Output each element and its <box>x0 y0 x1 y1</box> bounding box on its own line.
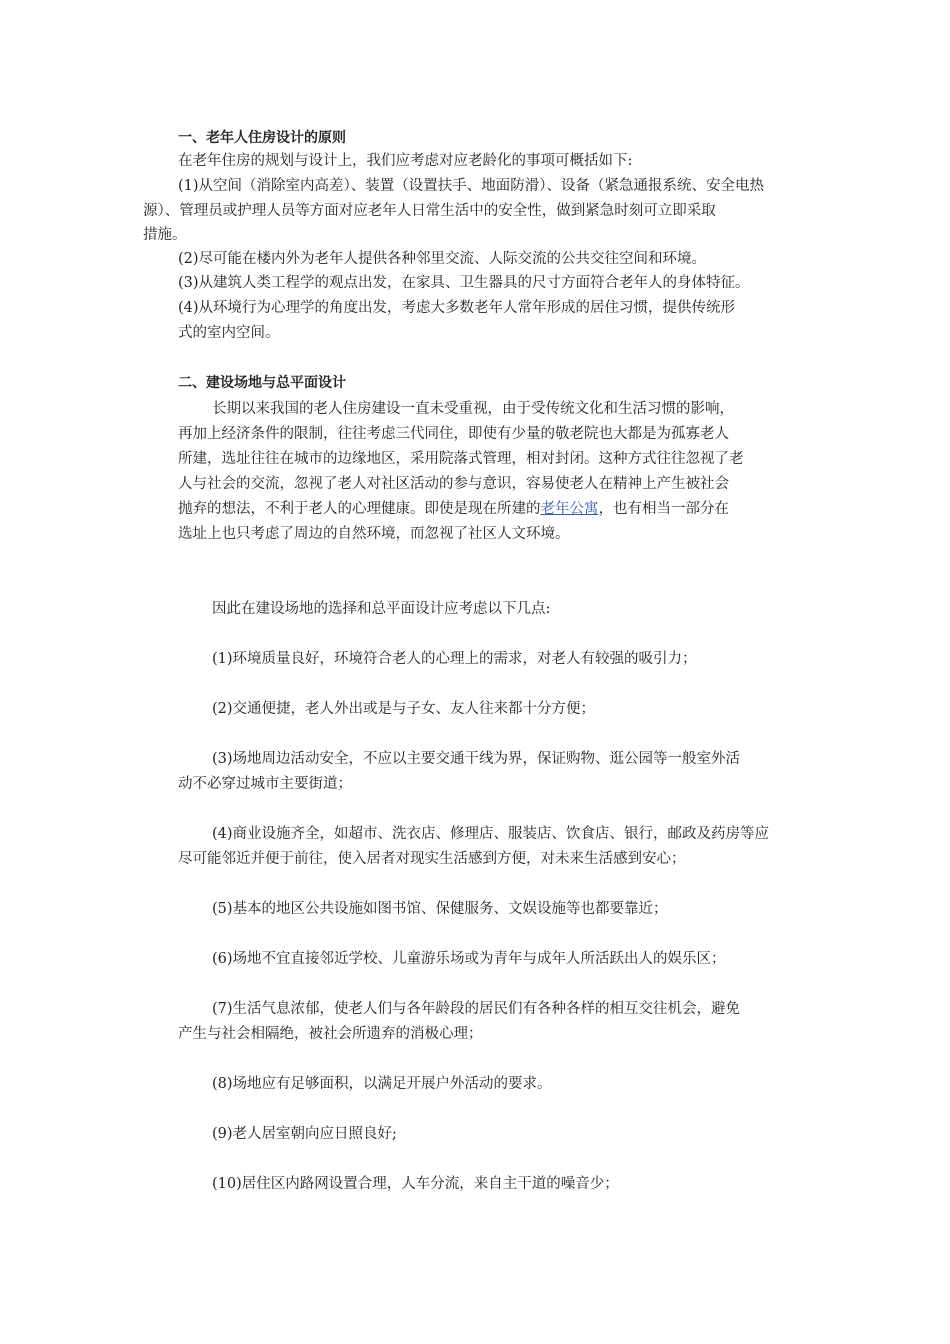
principle-3: (3)从建筑人类工程学的观点出发，在家具、卫生器具的尺寸方面符合老年人的身体特征。 <box>178 275 750 291</box>
section2-para-line-5 <box>178 499 729 519</box>
point-5: (5)基本的地区公共设施如图书馆、保健服务、文娱设施等也都要靠近； <box>212 901 668 917</box>
principle-1-line-1: (1)从空间（消除室内高差）、装置（设置扶手、地面防滑）、设备（紧急通报系统、安全电热 <box>178 178 765 194</box>
point-10: (10)居住区内路网设置合理，人车分流，来自主干道的噪音少； <box>212 1176 619 1192</box>
point-8: (8)场地应有足够面积，以满足开展户外活动的要求。 <box>212 1076 552 1092</box>
elderly-apartment-link[interactable]: 老年公寓 <box>540 501 599 517</box>
point-3-line-2: 动不必穿过城市主要街道； <box>178 776 352 792</box>
section1-heading: 一、老年人住房设计的原则 <box>178 130 346 146</box>
point-3-line-1: (3)场地周边活动安全，不应以主要交通干线为界，保证购物、逛公园等一般室外活 <box>212 751 741 767</box>
section2-para-line-3: 所建，选址往往在城市的边缘地区，采用院落式管理，相对封闭。这种方式往往忽视了老 <box>178 451 744 467</box>
section2-para-line-4: 人与社会的交流，忽视了老人对社区活动的参与意识，容易使老人在精神上产生被社会 <box>178 476 729 492</box>
para-line-5-after-link: ，也有相当一部分在 <box>598 501 729 517</box>
section2-heading: 二、建设场地与总平面设计 <box>178 375 346 391</box>
section2-para-line-6: 选址上也只考虑了周边的自然环境，而忽视了社区人文环境。 <box>178 526 570 542</box>
point-7-line-1: (7)生活气息浓郁，使老人们与各年龄段的居民们有各种各样的相互交往机会，避免 <box>212 1001 741 1017</box>
section1-intro: 在老年住房的规划与设计上，我们应考虑对应老龄化的事项可概括如下: <box>178 153 633 169</box>
point-7-line-2: 产生与社会相隔绝，被社会所遗弃的消极心理； <box>178 1026 483 1042</box>
point-1: (1)环境质量良好，环境符合老人的心理上的需求，对老人有较强的吸引力； <box>212 651 697 667</box>
principle-4-line-1: (4)从环境行为心理学的角度出发，考虑大多数老年人常年形成的居住习惯，提供传统形 <box>178 300 736 316</box>
principle-1-line-3: 措施。 <box>143 227 187 243</box>
points-intro: 因此在建设场地的选择和总平面设计应考虑以下几点: <box>212 601 551 617</box>
point-6: (6)场地不宜直接邻近学校、儿童游乐场或为青年与成年人所活跃出人的娱乐区； <box>212 951 726 967</box>
point-4-line-1: (4)商业设施齐全，如超市、洗衣店、修理店、服装店、饮食店、银行，邮政及药房等应 <box>212 826 770 842</box>
point-4-line-2: 尽可能邻近并便于前往，使入居者对现实生活感到方便，对未来生活感到安心； <box>178 851 686 867</box>
para-line-5-before-link: 抛弃的想法，不利于老人的心理健康。即使是现在所建的 <box>178 501 541 517</box>
point-9: (9)老人居室朝向应日照良好; <box>212 1126 397 1142</box>
principle-4-line-2: 式的室内空间。 <box>178 325 280 341</box>
point-2: (2)交通便捷，老人外出或是与子女、友人往来都十分方便； <box>212 701 596 717</box>
section2-para-line-1: 长期以来我国的老人住房建设一直未受重视，由于受传统文化和生活习惯的影响， <box>212 401 734 417</box>
principle-2: (2)尽可能在楼内外为老年人提供各种邻里交流、人际交流的公共交往空间和环境。 <box>178 251 707 267</box>
section2-para-line-2: 再加上经济条件的限制，往往考虑三代同住，即使有少量的敬老院也大都是为孤寡老人 <box>178 426 729 442</box>
principle-1-line-2: 源）、管理员或护理人员等方面对应老年人日常生活中的安全性，做到紧急时刻可立即采取 <box>143 203 716 219</box>
